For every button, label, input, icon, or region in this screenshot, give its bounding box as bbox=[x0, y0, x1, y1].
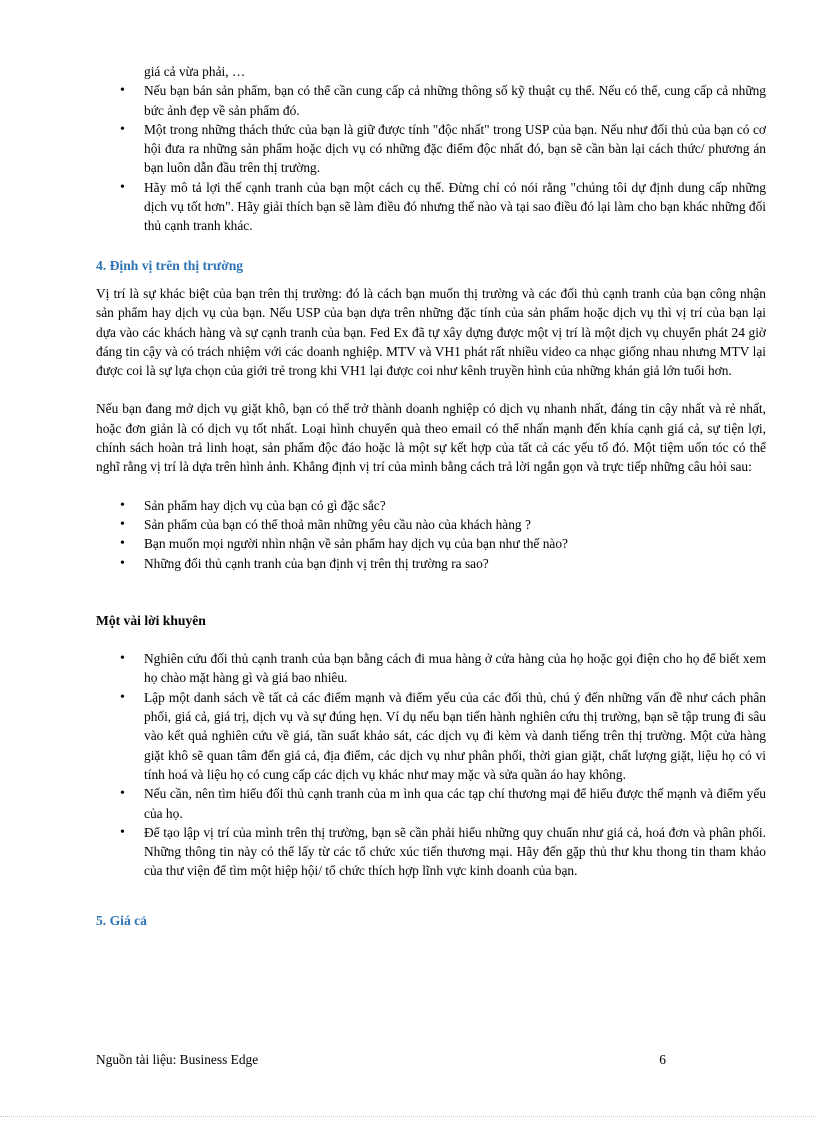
list-item: • Nếu bạn bán sản phẩm, bạn có thể cần cung cấp cả những thông số kỹ thuật cụ thể. Nếu có thể, cung cấp cả những bức ảnh đẹp về sản phẩm đó. bbox=[96, 81, 766, 120]
section-4-paragraph-1: Vị trí là sự khác biệt của bạn trên thị trường: đó là cách bạn muốn thị trường và các đối thủ cạnh tranh của bạn công nhận sản phẩm hay dịch vụ của bạn. Nếu USP của bạn dựa trên những đặc tính của sản phẩm hoặc dịch vụ thì vị trí của bạn lại dựa vào các khách hàng và sự cạnh tranh của bạn. Fed Ex đã tự xây dựng được một vị trí là một dịch vụ chuyển phát 24 giờ đáng tin cậy và có trách nhiệm với các doanh nghiệp. MTV và VH1 phát rất nhiều video ca nhạc giống nhau nhưng MTV lại được coi là sự lựa chọn của giới trẻ trong khi VH1 lại được coi như kênh truyền hình của những khán giả lớn tuổi hơn. bbox=[96, 285, 766, 379]
questions-list bbox=[96, 496, 766, 573]
list-item: giá cả vừa phải, … bbox=[144, 64, 246, 79]
section-5-heading: 5. Giá cả bbox=[96, 912, 147, 928]
advice-heading: Một vài lời khuyên bbox=[96, 612, 206, 628]
list-item: • Nghiên cứu đối thủ cạnh tranh của bạn bằng cách đi mua hàng ở cửa hàng của họ hoặc gọi điện cho họ để biết xem họ chào mặt hàng gì và giá bao nhiêu. bbox=[96, 649, 766, 688]
document-page bbox=[96, 62, 766, 930]
list-item: • Sản phẩm của bạn có thể thoả mãn những yêu cầu nào của khách hàng ? bbox=[96, 515, 766, 534]
footer-source: Nguồn tài liệu: Business Edge bbox=[96, 1052, 259, 1067]
list-item: • Những đối thủ cạnh tranh của bạn định vị trên thị trường ra sao? bbox=[96, 554, 766, 573]
list-item: • Nếu cần, nên tìm hiểu đối thủ cạnh tranh của m ình qua các tạp chí thương mại để hiểu được thế mạnh và điểm yếu của họ. bbox=[96, 784, 766, 823]
page-number: 6 bbox=[659, 1052, 666, 1067]
top-bullet-list bbox=[96, 62, 766, 236]
list-item: • Một trong những thách thức của bạn là giữ được tính "độc nhất" trong USP của bạn. Nếu như đối thủ của bạn có cơ hội đưa ra những sản phẩm hoặc dịch vụ có những đặc điểm độc nhất đó, bạn sẽ cần bàn lại cách thức/ phương án bạn luôn dẫn đầu trên thị trường. bbox=[96, 120, 766, 178]
list-item: • Để tạo lập vị trí của mình trên thị trường, bạn sẽ cần phải hiểu những quy chuẩn như giá cả, hoá đơn và phân phối. Những thông tin này có thể lấy từ các tổ chức xúc tiến thương mại. Hãy đến gặp thủ thư khu thong tin tham khảo của thư viện để tìm một hiệp hội/ tổ chức thích hợp lĩnh vực kinh doanh của bạn. bbox=[96, 823, 766, 881]
section-4-heading: 4. Định vị trên thị trường bbox=[96, 257, 244, 273]
page-divider bbox=[0, 1116, 816, 1117]
page-footer bbox=[96, 1052, 666, 1068]
list-item: • Bạn muốn mọi người nhìn nhận về sản phẩm hay dịch vụ của bạn như thế nào? bbox=[96, 534, 766, 553]
list-item: • Sản phẩm hay dịch vụ của bạn có gì đặc sắc? bbox=[96, 496, 766, 515]
section-4-paragraph-2: Nếu bạn đang mở dịch vụ giặt khô, bạn có thể trở thành doanh nghiệp có dịch vụ nhanh nhất, đáng tin cậy nhất và rẻ nhất, hoặc đơn giản là có dịch vụ tốt nhất. Loại hình chuyển quà theo email có thể nhấn mạnh đến khía cạnh giá cả, sự tiện lợi, chính sách hoàn trả linh hoạt, sản phẩm độc đáo hoặc là một sự kết hợp của tất cả các yếu tố đó. Một tiệm uốn tóc có thể nghĩ rằng vị trí là dựa trên hình ảnh. Khẳng định vị trí của mình bằng cách trả lời ngắn gọn và trực tiếp những câu hỏi sau: bbox=[96, 401, 766, 475]
list-item: • Lập một danh sách về tất cả các điểm mạnh và điểm yếu của các đối thủ, chú ý đến những vấn đề như cách phân phối, giá cả, giá trị, dịch vụ và sự đúng hẹn. Ví dụ nếu bạn tiến hành nghiên cứu thị trường, bạn sẽ tập trung đi sâu vào kết quả nghiên cứu về giá, tần suất khảo sát, các dịch vụ đi kèm và danh tiếng trên thị trường. Một cửa hàng giặt khô sẽ quan tâm đến giá cả, địa điểm, các dịch vụ như phân phối, thời gian giặt, chất lượng giặt, liệu họ có vi tính hoá và liệu họ có cung cấp các dịch vụ khác như may mặc và sửa quần áo hay không. bbox=[96, 688, 766, 784]
advice-list bbox=[96, 649, 766, 881]
list-item: • Hãy mô tả lợi thế cạnh tranh của bạn một cách cụ thể. Đừng chỉ có nói rằng "chúng tôi dự định dung cấp những dịch vụ tốt hơn". Hãy giải thích bạn sẽ làm điều đó nhưng thế nào và tại sao điều đó lại làm cho bạn khác những đối thủ cạnh tranh khác. bbox=[96, 178, 766, 236]
